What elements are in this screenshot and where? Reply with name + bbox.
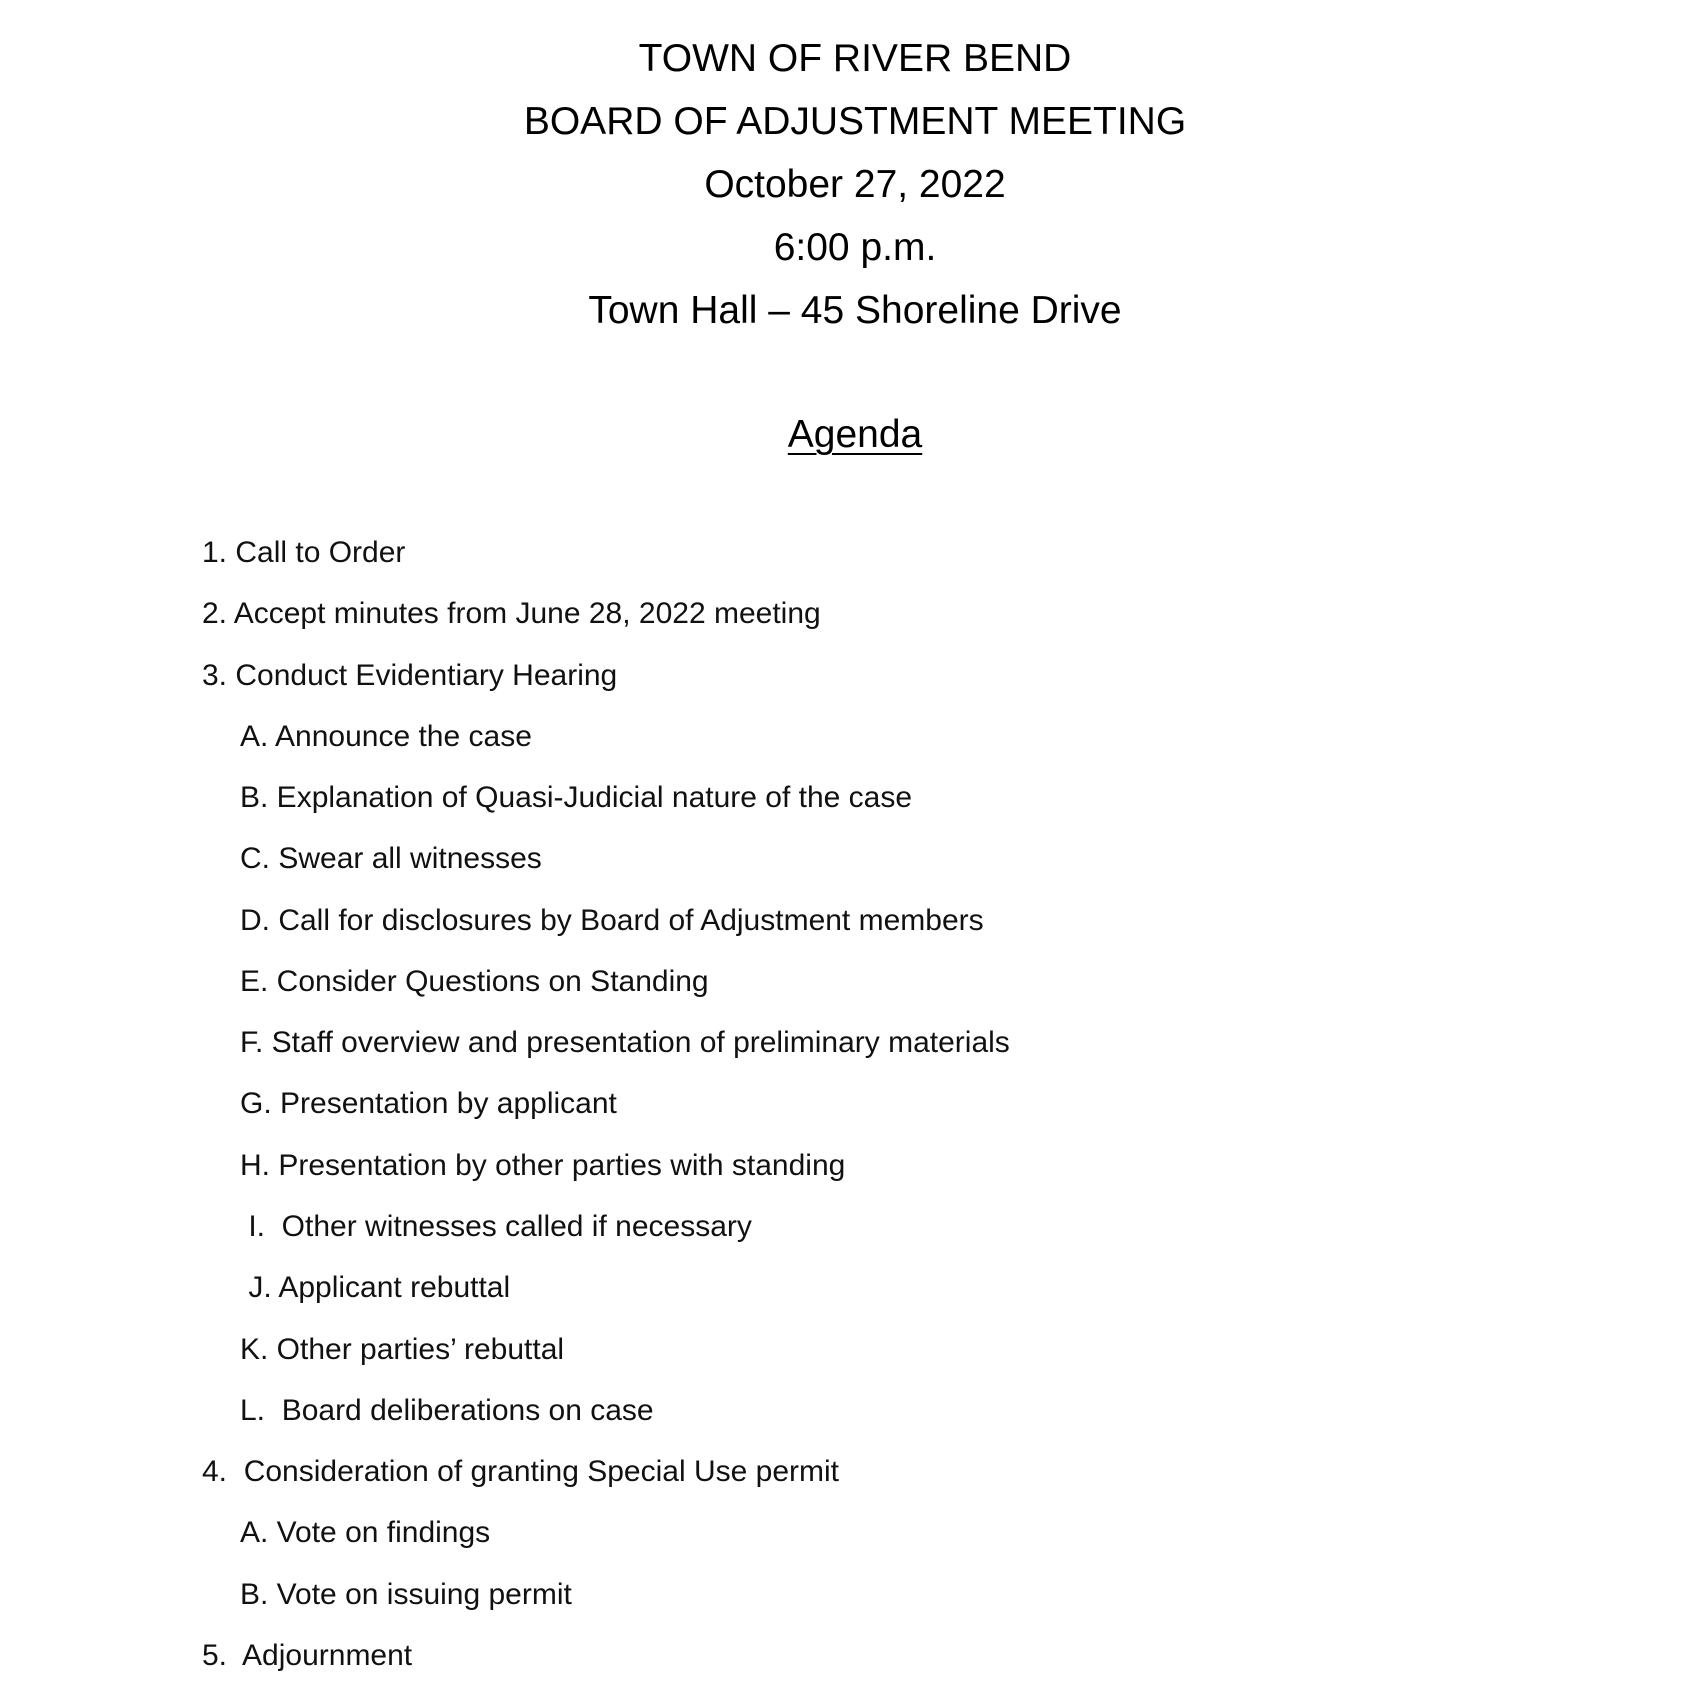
agenda-subitem-vote-findings: A. Vote on findings bbox=[240, 1516, 491, 1549]
agenda-subitem-vote-permit: B. Vote on issuing permit bbox=[240, 1578, 572, 1611]
agenda-subitem-disclosures: D. Call for disclosures by Board of Adjustment members bbox=[240, 904, 984, 937]
meeting-time: 6:00 p.m. bbox=[773, 226, 937, 269]
meeting-date: October 27, 2022 bbox=[704, 163, 1006, 206]
agenda-subitem-staff-overview: F. Staff overview and presentation of preliminary materials bbox=[240, 1026, 1010, 1059]
agenda-subitem-other-parties-rebuttal: K. Other parties’ rebuttal bbox=[240, 1333, 565, 1366]
agenda-subitem-applicant-rebuttal: J. Applicant rebuttal bbox=[240, 1271, 511, 1304]
town-name: TOWN OF RIVER BEND bbox=[638, 37, 1072, 80]
agenda-subitem-other-witnesses: I. Other witnesses called if necessary bbox=[240, 1210, 752, 1243]
agenda-heading: Agenda bbox=[787, 413, 923, 456]
agenda-item-call-to-order: 1. Call to Order bbox=[202, 536, 406, 569]
agenda-subitem-standing: E. Consider Questions on Standing bbox=[240, 965, 709, 998]
agenda-item-accept-minutes: 2. Accept minutes from June 28, 2022 meeting bbox=[202, 597, 821, 630]
agenda-subitem-other-parties-presentation: H. Presentation by other parties with standing bbox=[240, 1149, 846, 1182]
agenda-subitem-announce-case: A. Announce the case bbox=[240, 720, 532, 753]
meeting-location: Town Hall – 45 Shoreline Drive bbox=[588, 289, 1122, 332]
agenda-subitem-board-deliberations: L. Board deliberations on case bbox=[240, 1394, 654, 1427]
meeting-title: BOARD OF ADJUSTMENT MEETING bbox=[523, 100, 1187, 143]
agenda-item-special-use-permit: 4. Consideration of granting Special Use permit bbox=[202, 1455, 840, 1488]
agenda-item-evidentiary-hearing: 3. Conduct Evidentiary Hearing bbox=[202, 659, 618, 692]
agenda-subitem-applicant-presentation: G. Presentation by applicant bbox=[240, 1087, 617, 1120]
agenda-subitem-quasi-judicial: B. Explanation of Quasi-Judicial nature of the case bbox=[240, 781, 913, 814]
agenda-item-adjournment: 5. Adjournment bbox=[202, 1639, 413, 1672]
agenda-subitem-swear-witnesses: C. Swear all witnesses bbox=[240, 842, 542, 875]
